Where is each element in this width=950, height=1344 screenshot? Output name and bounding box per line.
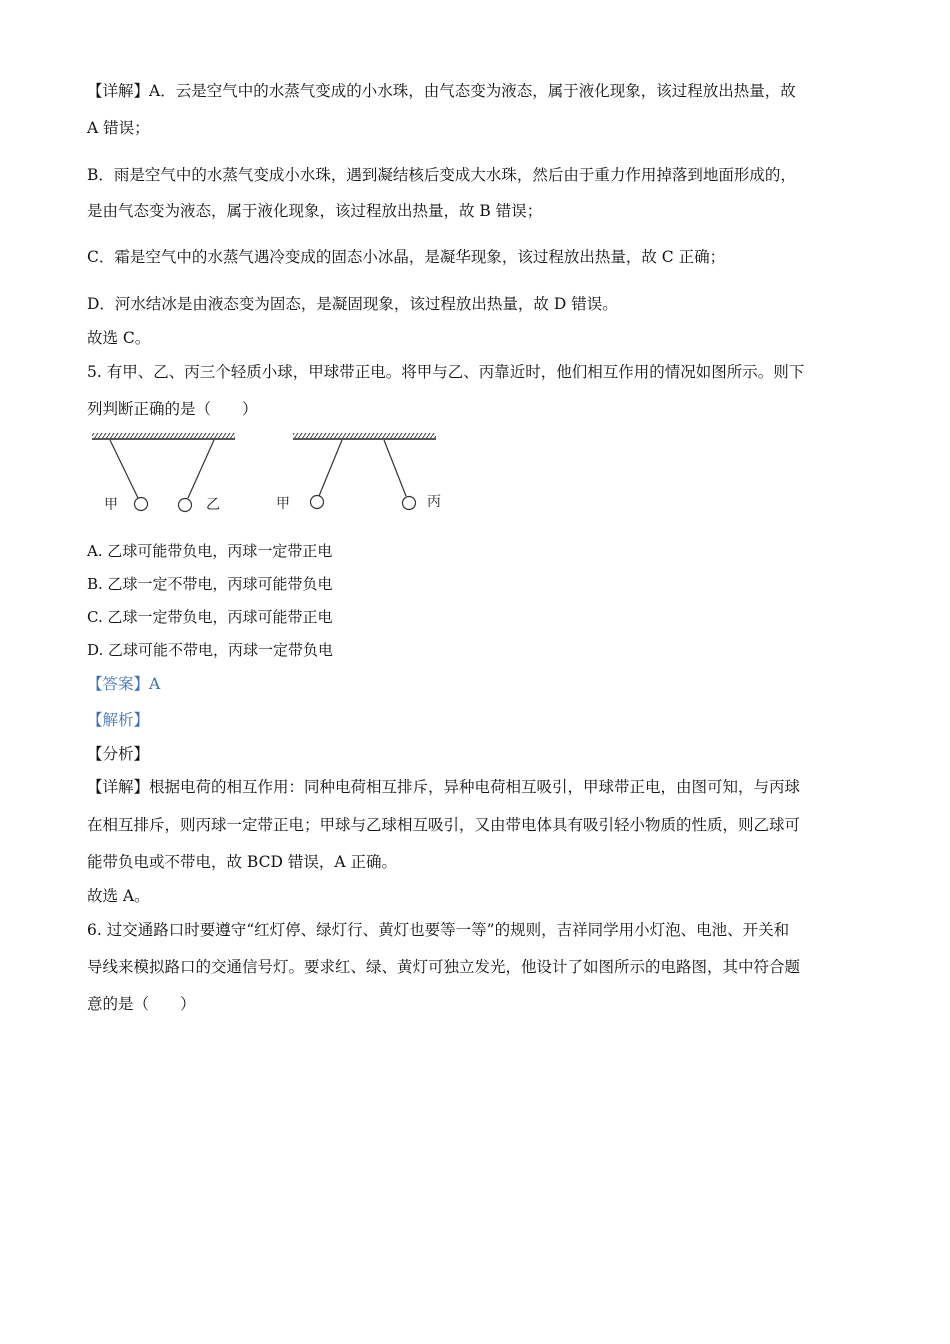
label-yi: 乙 (206, 497, 220, 513)
detail-line: C．霜是空气中的水蒸气遇冷变成的固态小冰晶，是凝华现象，该过程放出热量，故 C 正确； (87, 248, 726, 266)
detail-line: B．雨是空气中的水蒸气变成小水珠，遇到凝结核后变成大水珠，然后由于重力作用掉落到地面形成的， (87, 166, 796, 184)
detail-line: A 错误； (87, 119, 150, 137)
conclusion-line: 故选 A。 (87, 887, 150, 905)
fenxi-heading: 【分析】 (87, 745, 150, 763)
left-setup (92, 433, 235, 513)
string-bing (384, 440, 406, 496)
question-6-stem: 导线来模拟路口的交通信号灯。要求红、绿、黄灯可独立发光，他设计了如图所示的电路图，其中符合题 (87, 958, 801, 976)
detail-line: 能带负电或不带电，故 BCD 错误，A 正确。 (87, 853, 397, 871)
ceiling-left (92, 433, 235, 438)
question-6-stem: 6. 过交通路口时要遵守“红灯停、绿灯行、黄灯也要等一等”的规则，吉祥同学用小灯泡、电池、开关和 (87, 921, 790, 939)
question-5-stem: 5. 有甲、乙、丙三个轻质小球，甲球带正电。将甲与乙、丙靠近时，他们相互作用的情况如图所示。则下 (87, 363, 805, 381)
ball-jia-left (135, 498, 148, 511)
ball-jia-right (311, 496, 324, 509)
analysis-heading: 【解析】 (87, 711, 150, 729)
label-jia-right: 甲 (276, 496, 290, 512)
label-jia-left: 甲 (104, 497, 118, 513)
detail-line: 在相互排斥，则丙球一定带正电；甲球与乙球相互吸引，又由带电体具有吸引轻小物质的性质，则乙球可 (87, 816, 801, 834)
ceiling-right (293, 433, 436, 438)
option-b: B. 乙球一定不带电，丙球可能带负电 (87, 575, 333, 593)
question-6-stem: 意的是（ ） (87, 995, 196, 1013)
string-jia-right (319, 440, 342, 496)
detail-line: 【详解】根据电荷的相互作用：同种电荷相互排斥，异种电荷相互吸引，甲球带正电，由图可知，与丙球 (87, 778, 801, 796)
charged-balls-figure (88, 430, 458, 520)
string-jia-left (110, 440, 138, 498)
right-setup (276, 433, 441, 512)
ball-yi (179, 499, 192, 512)
detail-line: D．河水结冰是由液态变为固态，是凝固现象，该过程放出热量，故 D 错误。 (87, 295, 618, 313)
option-c: C. 乙球一定带负电，丙球可能带正电 (87, 608, 333, 626)
detail-line: 【详解】A．云是空气中的水蒸气变成的小水珠，由气态变为液态，属于液化现象，该过程放出热量，故 (87, 82, 796, 100)
option-a: A. 乙球可能带负电，丙球一定带正电 (87, 542, 333, 560)
conclusion-line: 故选 C。 (87, 329, 151, 347)
string-yi (188, 440, 214, 498)
label-bing: 丙 (427, 494, 441, 510)
detail-line: 是由气态变为液态，属于液化现象，该过程放出热量，故 B 错误； (87, 202, 543, 220)
answer-line: 【答案】A (87, 675, 161, 693)
ball-bing (403, 497, 416, 510)
option-d: D. 乙球可能不带电，丙球一定带负电 (87, 641, 334, 659)
question-5-stem: 列判断正确的是（ ） (87, 400, 258, 418)
